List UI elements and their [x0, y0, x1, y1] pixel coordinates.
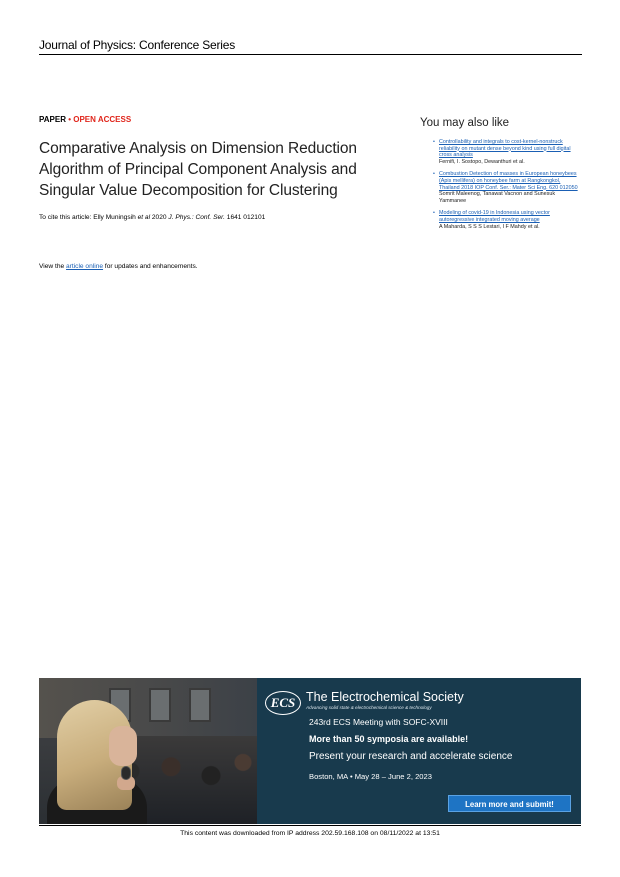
related-item [433, 139, 582, 165]
bullet-icon: • [433, 139, 435, 145]
ad-content [265, 678, 581, 824]
label-separator: • [65, 115, 74, 124]
ecs-tagline: Advancing solid state & electrochemical science & technology [306, 705, 432, 710]
related-item [433, 171, 582, 204]
learn-more-button[interactable]: Learn more and submit! [448, 795, 571, 812]
related-item-link[interactable]: Combustion Detection of masses in European honeybees (Apis mellifera) on honeybee farm at Rangkongkol, Thailand 2018 IOP Conf. Ser.: Mater Sci Eng. 620 012050 [439, 171, 578, 191]
related-item-link[interactable]: Controllability and integrals to cost-kernel-nonstruck reliability on mutant dense beyond kind using full digital cross analysis [439, 139, 571, 159]
related-item [433, 210, 582, 230]
view-suffix: for updates and enhancements. [103, 263, 198, 270]
ecs-org-name: The Electrochemical Society [306, 690, 464, 704]
ad-meeting: 243rd ECS Meeting with SOFC-XVIII [309, 717, 448, 727]
article-online-link[interactable]: article online [66, 263, 104, 270]
related-item-link[interactable]: Modeling of covid-19 in Indonesia using vector autoregressive integrated moving average [439, 210, 550, 223]
cite-year: 2020 [150, 214, 169, 221]
cite-rest: 1641 012101 [224, 214, 266, 221]
related-item-authors: Fernifi, I. Sostopo, Dewanthuri et al. [439, 158, 525, 165]
open-access-label: OPEN ACCESS [73, 115, 132, 124]
cite-etal: et al [137, 214, 151, 221]
journal-title: Journal of Physics: Conference Series [39, 38, 236, 52]
ecs-advertisement-banner[interactable] [39, 678, 581, 824]
citation-line [39, 213, 384, 222]
download-footer: This content was downloaded from IP address 202.59.168.108 on 08/11/2022 at 13:51 [180, 830, 440, 837]
paper-type-label [39, 115, 384, 124]
journal-header [39, 37, 582, 55]
microphone-icon [121, 766, 131, 780]
related-articles-sidebar [420, 116, 582, 236]
bullet-icon: • [433, 171, 435, 178]
paper-label: PAPER [39, 115, 66, 124]
ecs-logo: ECS [265, 691, 301, 715]
related-item-authors: A Maharda, S S S Lestari, I F Mahdy et al. [439, 223, 540, 230]
view-online-line [39, 262, 198, 271]
bullet-icon: • [433, 210, 435, 217]
ad-location: Boston, MA • May 28 – June 2, 2023 [309, 772, 432, 781]
ad-symposia: More than 50 symposia are available! [309, 734, 469, 744]
ad-present: Present your research and accelerate science [309, 751, 513, 762]
view-prefix: View the [39, 263, 67, 270]
paper-title: Comparative Analysis on Dimension Reduction Algorithm of Principal Component Analysis and Singular Value Decomposition for Clustering [39, 140, 357, 199]
footer-divider [39, 825, 581, 826]
related-item-authors: Somrit Maleenog, Tanawat Vacnon and Sunesuk Yammanee [439, 191, 556, 204]
cite-prefix: To cite this article: Elly Muningsih [39, 214, 138, 221]
conference-speaker-photo [39, 678, 257, 824]
cite-journal: J. Phys.: Conf. Ser. [168, 214, 225, 221]
related-list [420, 139, 582, 230]
sidebar-heading: You may also like [420, 117, 510, 129]
paper-info [39, 115, 384, 270]
